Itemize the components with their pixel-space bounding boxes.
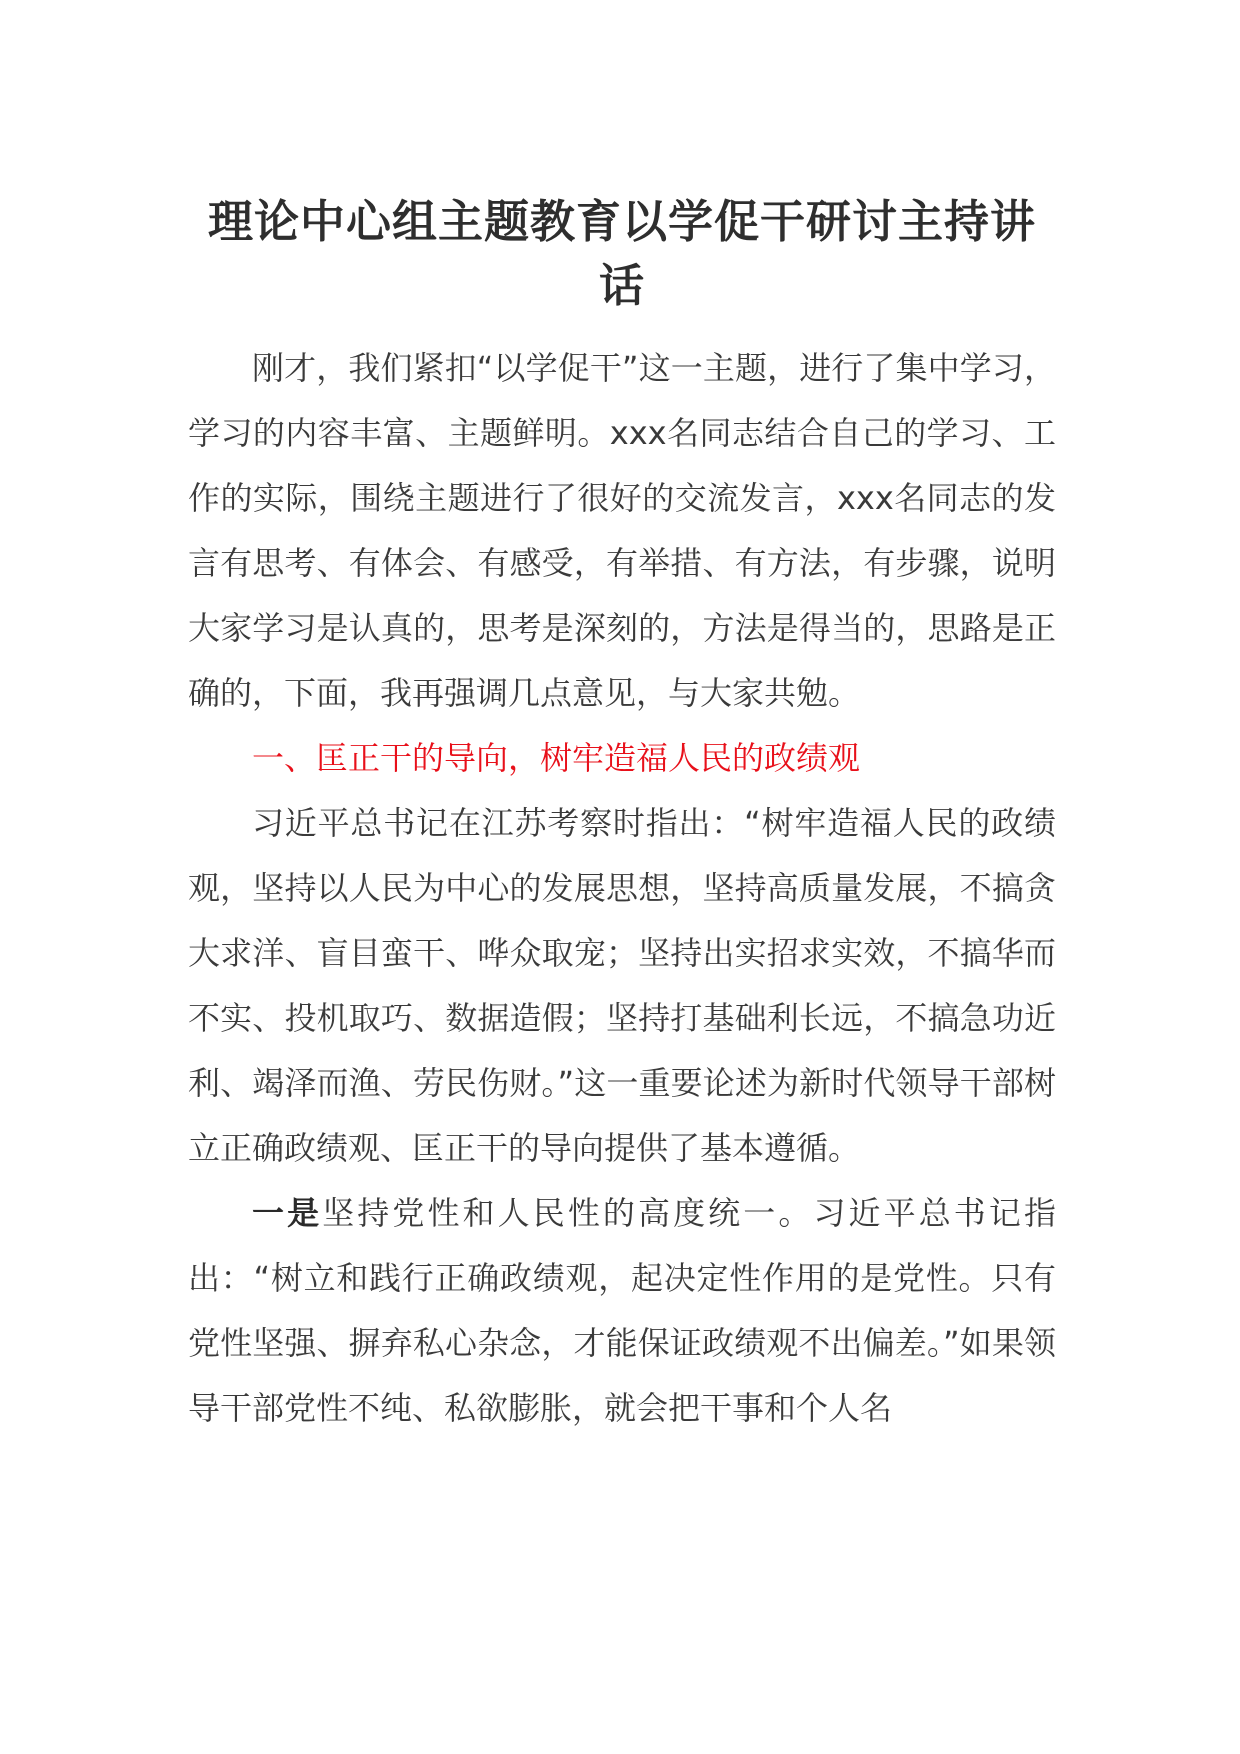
point-1-lead: 一是 [252,1194,323,1232]
section-heading-1: 一、匡正干的导向，树牢造福人民的政绩观 [252,739,861,777]
point-1-paragraph [188,1181,1056,1441]
opening-paragraph: 刚才，我们紧扣“以学促干”这一主题，进行了集中学习，学习的内容丰富、主题鲜明。xxx名同志结合自己的学习、工作的实际，围绕主题进行了很好的交流发言，xxx名同志的发言有思考、有体会、有感受，有举措、有方法，有步骤，说明大家学习是认真的，思考是深刻的，方法是得当的，思路是正确的，下面，我再强调几点意见，与大家共勉。 [188,349,1056,712]
document-title: 理论中心组主题教育以学促干研讨主持讲话 [207,195,1036,312]
section-1-paragraph: 习近平总书记在江苏考察时指出：“树牢造福人民的政绩观，坚持以人民为中心的发展思想，坚持高质量发展，不搞贪大求洋、盲目蛮干、哗众取宠；坚持出实招求实效，不搞华而不实、投机取巧、数据造假；坚持打基础利长远，不搞急功近利、竭泽而渔、劳民伤财。”这一重要论述为新时代领导干部树立正确政绩观、匡正干的导向提供了基本遵循。 [188,804,1056,1167]
document-page [188,190,1056,1441]
point-1-text: 坚持党性和人民性的高度统一。习近平总书记指出：“树立和践行正确政绩观，起决定性作用的是党性。只有党性坚强、摒弃私心杂念，才能保证政绩观不出偏差。”如果领导干部党性不纯、私欲膨胀，就会把干事和个人名 [188,1194,1056,1427]
